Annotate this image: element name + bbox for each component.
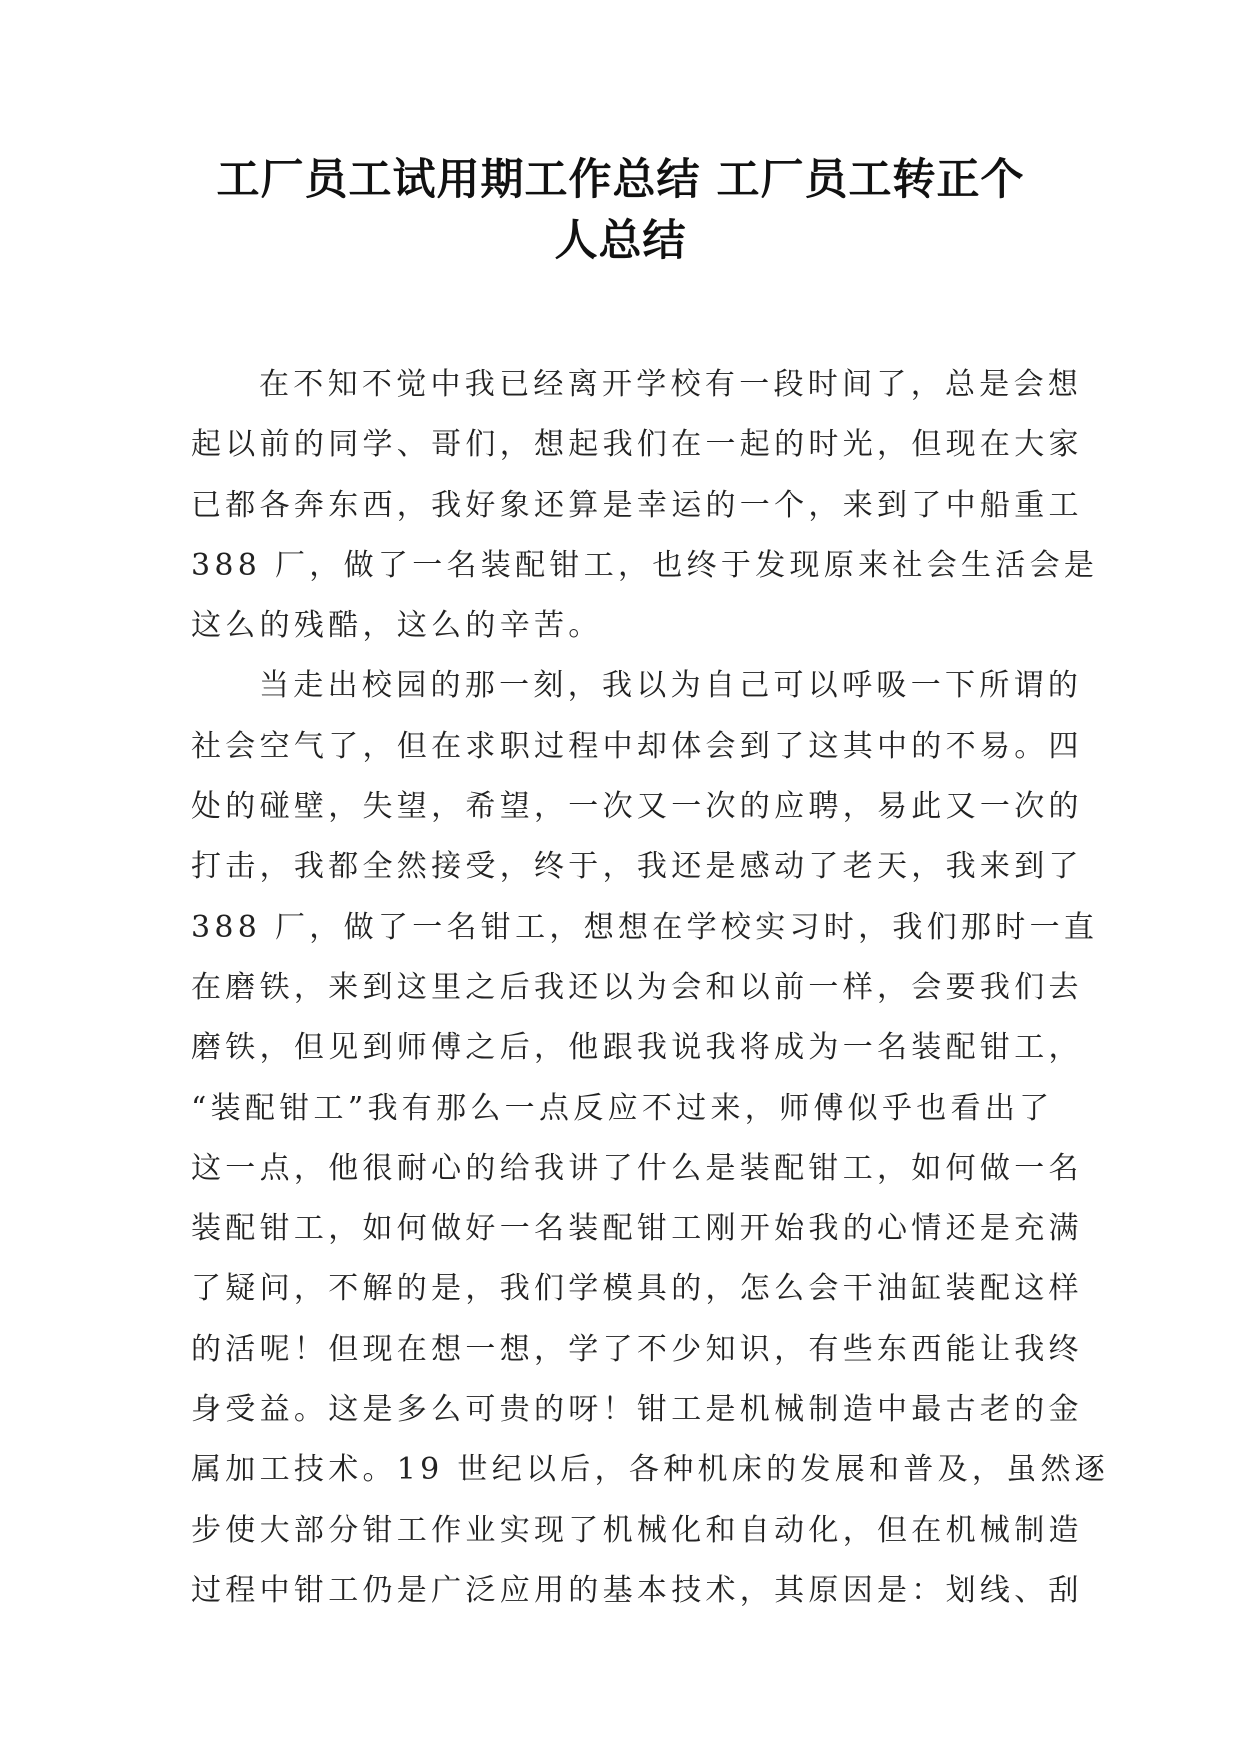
text-line: 在磨铁，来到这里之后我还以为会和以前一样，会要我们去 <box>191 969 1083 1005</box>
title-line-1: 工厂员工试用期工作总结 工厂员工转正个 <box>216 155 1025 205</box>
text-line: 社会空气了，但在求职过程中却体会到了这其中的不易。四 <box>191 728 1083 764</box>
text-line: 磨铁，但见到师傅之后，他跟我说我将成为一名装配钳工， <box>191 1030 1083 1066</box>
text-line: 388 厂，做了一名装配钳工，也终于发现原来社会生活会是 <box>191 547 1099 583</box>
text-line: 步使大部分钳工作业实现了机械化和自动化，但在机械制造 <box>191 1512 1083 1548</box>
title-line-2: 人总结 <box>554 216 687 266</box>
paragraph-1 <box>191 355 1099 656</box>
text-line: 388 厂，做了一名钳工，想想在学校实习时，我们那时一直 <box>191 909 1099 945</box>
text-line: 这一点，他很耐心的给我讲了什么是装配钳工，如何做一名 <box>191 1150 1083 1186</box>
text-line: 装配钳工，如何做好一名装配钳工刚开始我的心情还是充满 <box>191 1211 1083 1247</box>
paragraph-2 <box>191 656 1110 1621</box>
text-line: 处的碰壁，失望，希望，一次又一次的应聘，易此又一次的 <box>191 789 1083 825</box>
text-line: 了疑问，不解的是，我们学模具的，怎么会干油缸装配这样 <box>191 1271 1083 1307</box>
text-line: 这么的残酷，这么的辛苦。 <box>191 608 603 644</box>
text-line: 已都各奔东西，我好象还算是幸运的一个，来到了中船重工 <box>191 487 1083 523</box>
text-line: 打击，我都全然接受，终于，我还是感动了老天，我来到了 <box>191 849 1083 885</box>
text-line: 起以前的同学、哥们，想起我们在一起的时光，但现在大家 <box>191 427 1083 463</box>
text-line: 身受益。这是多么可贵的呀！钳工是机械制造中最古老的金 <box>191 1392 1083 1428</box>
document-title <box>0 150 1241 272</box>
text-line: 的活呢！但现在想一想，学了不少知识，有些东西能让我终 <box>191 1331 1083 1367</box>
text-line: “装配钳工”我有那么一点反应不过来，师傅似乎也看出了 <box>191 1090 1054 1126</box>
text-line: 属加工技术。19 世纪以后，各种机床的发展和普及，虽然逐 <box>191 1452 1110 1488</box>
document-body <box>191 355 1110 1621</box>
text-line: 在不知不觉中我已经离开学校有一段时间了，总是会想 <box>259 367 1083 402</box>
text-line: 过程中钳工仍是广泛应用的基本技术，其原因是：划线、刮 <box>191 1572 1083 1608</box>
text-line: 当走出校园的那一刻，我以为自己可以呼吸一下所谓的 <box>259 668 1083 704</box>
